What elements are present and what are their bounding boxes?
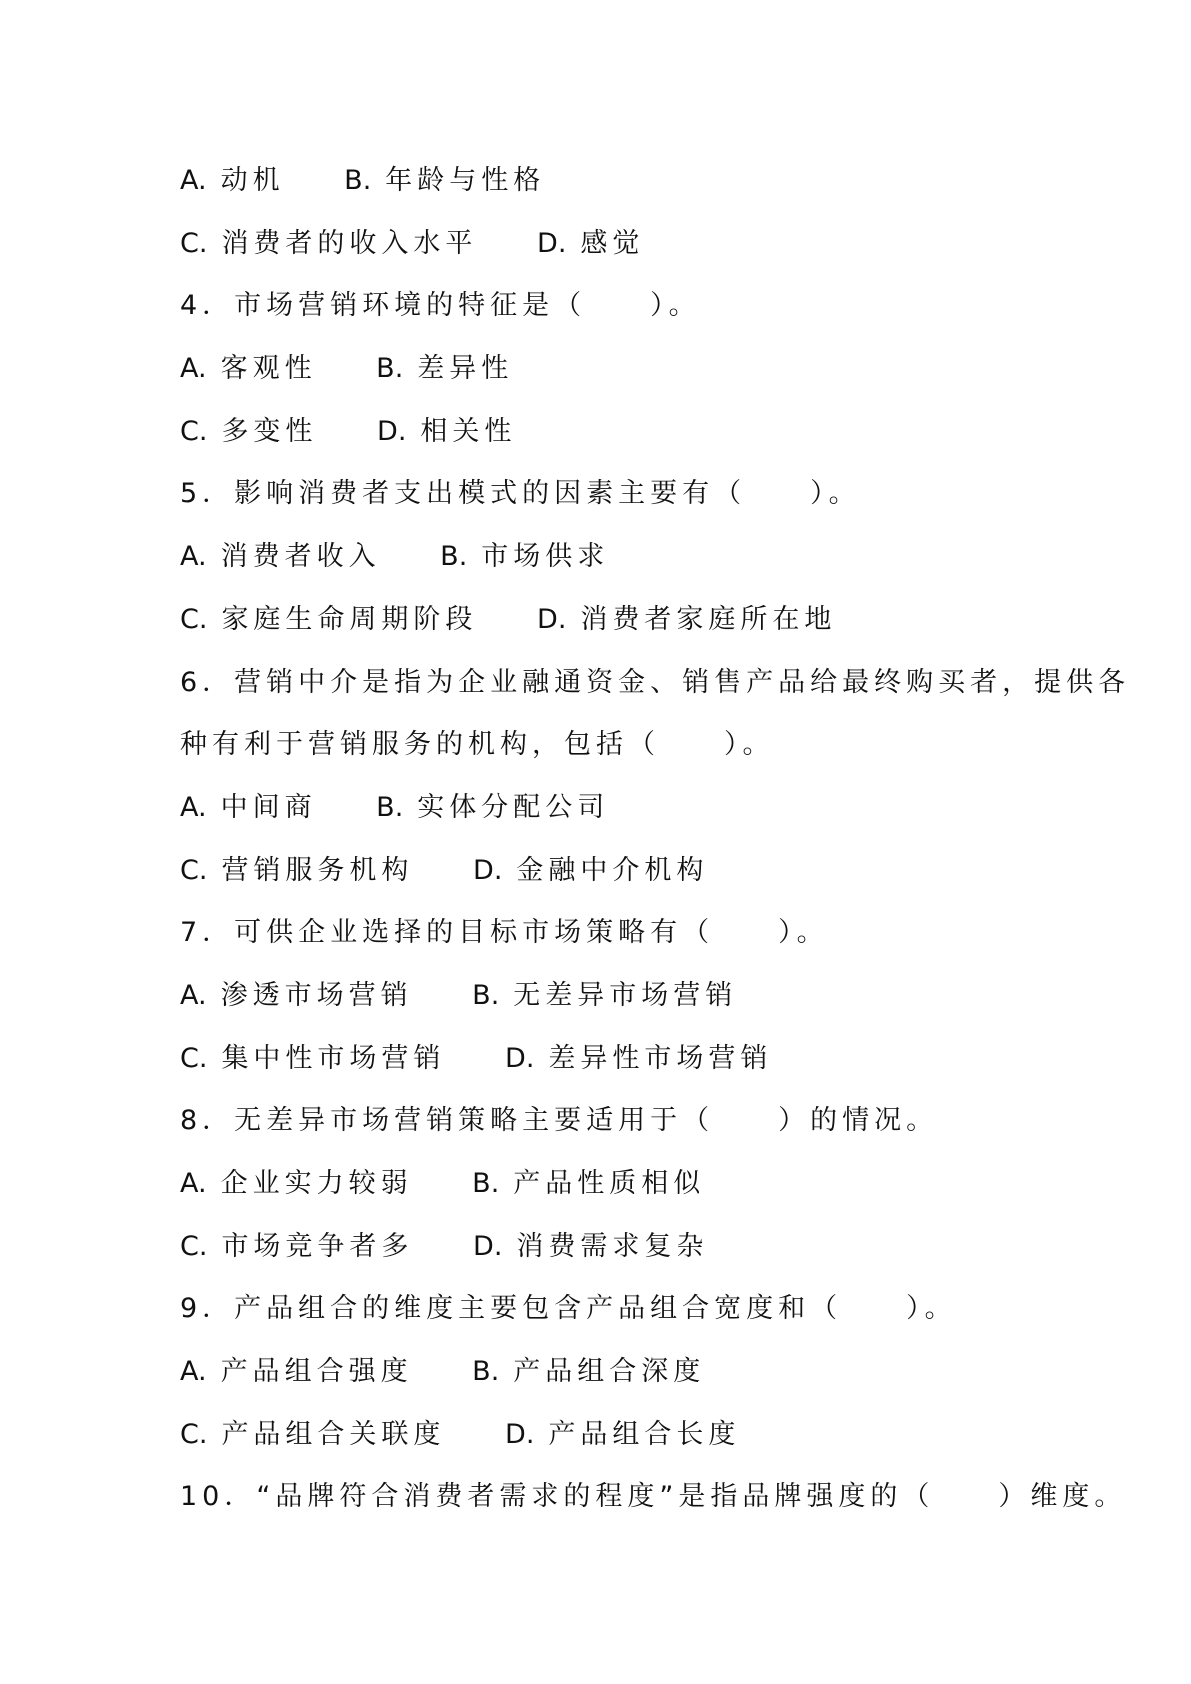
option-b xyxy=(376,338,513,401)
option-c xyxy=(180,1404,445,1467)
option-letter: B. xyxy=(440,541,468,573)
option-letter: B. xyxy=(376,791,404,823)
option-line xyxy=(180,1341,1080,1404)
option-letter: C. xyxy=(180,854,208,886)
option-d xyxy=(505,1404,740,1467)
option-text: 集中性市场营销 xyxy=(221,1042,446,1074)
option-text: 渗透市场营销 xyxy=(220,979,413,1011)
option-letter: D. xyxy=(377,415,407,447)
document-page xyxy=(180,150,1131,1529)
option-a xyxy=(180,777,317,840)
option-d xyxy=(505,1028,772,1091)
option-text: 动机 xyxy=(220,165,285,196)
option-letter: B. xyxy=(472,1168,500,1199)
question-5: 5．影响消费者支出模式的因素主要有（ ）。 xyxy=(180,478,861,510)
option-letter: D. xyxy=(473,854,503,886)
option-letter: A. xyxy=(180,979,207,1011)
option-line xyxy=(180,1028,1080,1091)
question-6: 6．营销中介是指为企业融通资金、销售产品给最终购买者，提供各 xyxy=(180,666,1131,698)
option-letter: C. xyxy=(180,603,208,635)
option-c xyxy=(180,401,317,464)
option-text: 金融中介机构 xyxy=(516,854,709,886)
option-letter: A. xyxy=(180,353,207,385)
option-b xyxy=(344,150,545,213)
option-b xyxy=(472,1341,705,1404)
option-letter: B. xyxy=(472,979,500,1011)
option-c xyxy=(180,1216,413,1279)
option-d xyxy=(377,401,516,464)
option-text: 市场供求 xyxy=(481,541,610,573)
option-text: 年龄与性格 xyxy=(385,165,546,196)
option-line xyxy=(180,1153,1080,1216)
option-line xyxy=(180,338,1080,401)
option-text: 中间商 xyxy=(220,791,317,823)
option-text: 产品组合长度 xyxy=(548,1418,741,1450)
option-c xyxy=(180,213,477,276)
option-b xyxy=(472,1153,705,1216)
option-text: 相关性 xyxy=(420,415,517,447)
option-text: 产品组合关联度 xyxy=(221,1418,446,1450)
option-line xyxy=(180,777,1080,840)
option-letter: A. xyxy=(180,1356,207,1388)
option-letter: A. xyxy=(180,1168,207,1199)
option-text: 无差异市场营销 xyxy=(513,979,738,1011)
option-text: 产品组合强度 xyxy=(220,1356,413,1388)
option-text: 多变性 xyxy=(221,415,318,447)
option-line xyxy=(180,589,1080,652)
option-letter: B. xyxy=(344,165,372,196)
option-c xyxy=(180,840,413,903)
option-letter: C. xyxy=(180,415,208,447)
option-c xyxy=(180,589,477,652)
option-line xyxy=(180,401,1080,464)
option-a xyxy=(180,1341,413,1404)
question-4: 4．市场营销环境的特征是（ ）。 xyxy=(180,290,701,322)
option-d xyxy=(473,840,708,903)
option-letter: B. xyxy=(376,353,404,385)
question-8: 8．无差异市场营销策略主要适用于（ ）的情况。 xyxy=(180,1105,939,1137)
option-letter: C. xyxy=(180,1042,208,1074)
option-text: 消费者收入 xyxy=(220,541,381,573)
option-b xyxy=(472,965,737,1028)
option-line xyxy=(180,213,1080,276)
option-text: 实体分配公司 xyxy=(417,791,610,823)
option-letter: A. xyxy=(180,791,207,823)
option-d xyxy=(473,1216,708,1279)
option-a xyxy=(180,1153,413,1216)
option-text: 企业实力较弱 xyxy=(220,1168,413,1199)
option-d xyxy=(537,589,836,652)
question-10: 10．“品牌符合消费者需求的程度”是指品牌强度的（ ）维度。 xyxy=(180,1481,1127,1513)
option-d xyxy=(537,213,644,276)
option-text: 消费需求复杂 xyxy=(516,1230,709,1262)
option-text: 客观性 xyxy=(220,353,317,385)
option-line xyxy=(180,526,1080,589)
option-letter: C. xyxy=(180,1230,208,1262)
question-9: 9．产品组合的维度主要包含产品组合宽度和（ ）。 xyxy=(180,1293,957,1325)
option-letter: C. xyxy=(180,1418,208,1450)
option-letter: D. xyxy=(537,603,567,635)
option-text: 感觉 xyxy=(580,227,645,259)
option-text: 产品组合深度 xyxy=(513,1356,706,1388)
option-letter: D. xyxy=(505,1418,535,1450)
question-6-continued: 种有利于营销服务的机构，包括（ ）。 xyxy=(180,729,775,761)
option-line xyxy=(180,840,1080,903)
option-letter: D. xyxy=(537,227,567,259)
option-letter: B. xyxy=(472,1356,500,1388)
option-a xyxy=(180,965,413,1028)
option-text: 家庭生命周期阶段 xyxy=(221,603,478,635)
option-line xyxy=(180,965,1080,1028)
option-text: 产品性质相似 xyxy=(513,1168,706,1199)
option-letter: A. xyxy=(180,541,207,573)
option-text: 消费者家庭所在地 xyxy=(580,603,837,635)
option-b xyxy=(440,526,609,589)
option-line xyxy=(180,1216,1080,1279)
option-text: 消费者的收入水平 xyxy=(221,227,478,259)
option-b xyxy=(376,777,609,840)
option-a xyxy=(180,338,317,401)
option-text: 市场竞争者多 xyxy=(221,1230,414,1262)
option-letter: D. xyxy=(473,1230,503,1262)
option-a xyxy=(180,150,285,213)
option-letter: D. xyxy=(505,1042,535,1074)
question-7: 7．可供企业选择的目标市场策略有（ ）。 xyxy=(180,917,829,949)
option-text: 差异性市场营销 xyxy=(548,1042,773,1074)
option-text: 差异性 xyxy=(417,353,514,385)
option-c xyxy=(180,1028,445,1091)
option-letter: A. xyxy=(180,165,207,196)
option-a xyxy=(180,526,381,589)
option-line xyxy=(180,150,1080,213)
option-line xyxy=(180,1404,1080,1467)
option-letter: C. xyxy=(180,227,208,259)
option-text: 营销服务机构 xyxy=(221,854,414,886)
